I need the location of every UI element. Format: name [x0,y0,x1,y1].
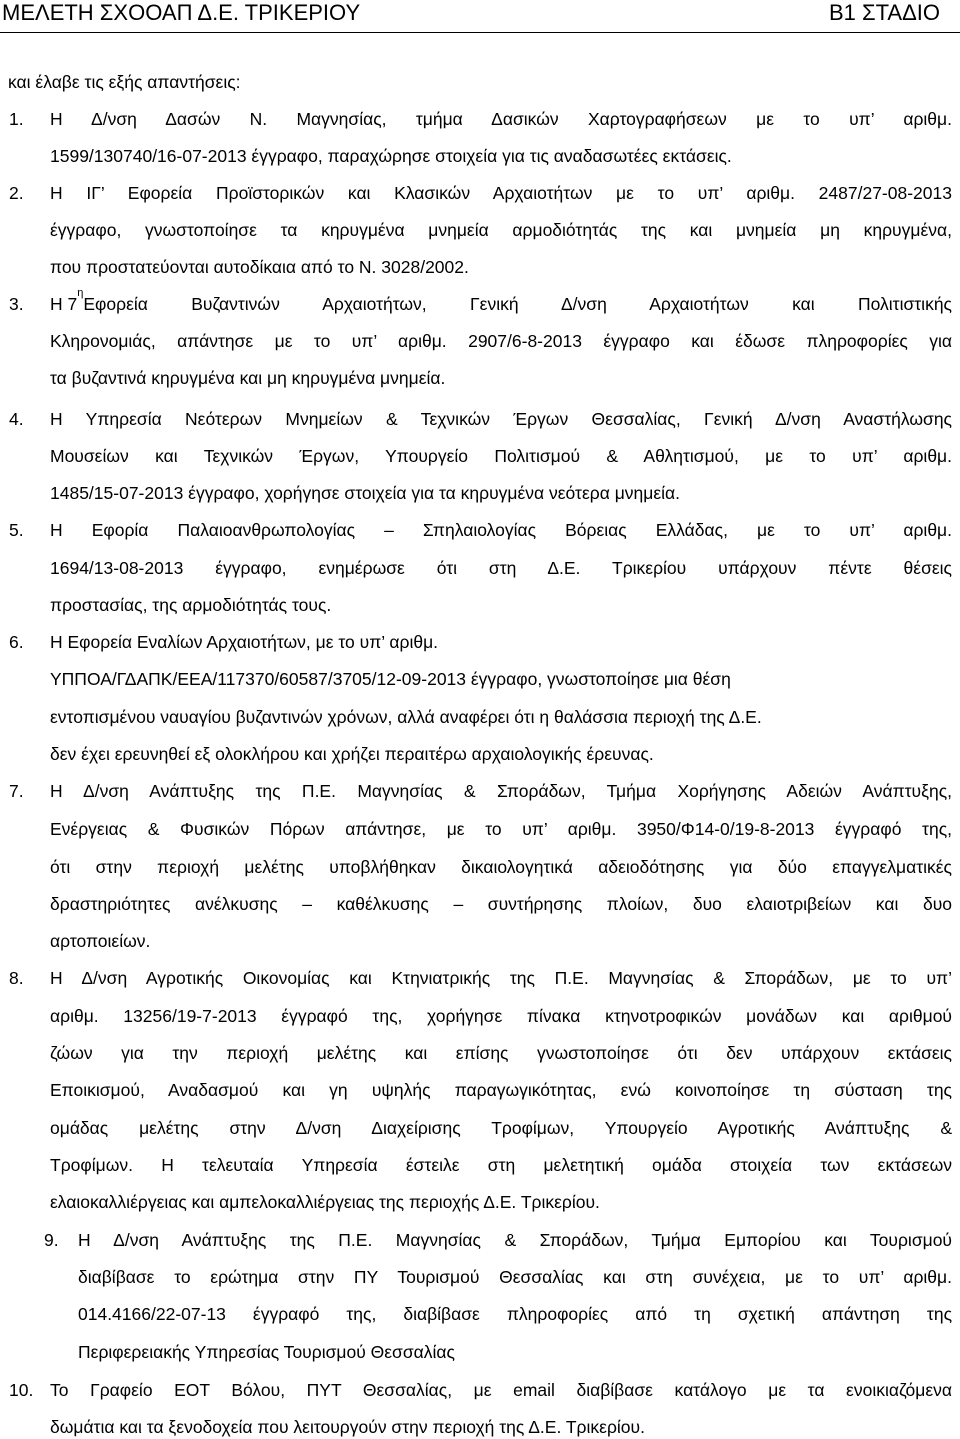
item-line: Η Δ/νση Αγροτικής Οικονομίας και Κτηνιατρικής της Π.Ε. Μαγνησίας & Σποράδων, με το υπ’ [50,968,952,988]
item-line: τα βυζαντινά κηρυγμένα και μη κηρυγμένα μνημεία. [50,368,446,388]
item-line: Τροφίμων. Η τελευταία Υπηρεσία έστειλε στη μελετητική ομάδα στοιχεία των εκτάσεων [50,1155,952,1175]
item-line: Εποικισμού, Αναδασμού και γη υψηλής παραγωγικότητας, ενώ κοινοποίησε τη σύσταση της [50,1080,952,1100]
list-item-2-line-3 [0,256,960,278]
list-item-5-line-3 [0,594,960,616]
item-line: ζώων για την περιοχή μελέτης και επίσης γνωστοποίησε ότι δεν υπάρχουν εκτάσεις [50,1043,952,1063]
ordinal-superscript: η [77,287,84,299]
list-item-10-line-2 [0,1416,960,1438]
list-item-8-line-5 [0,1117,960,1139]
list-item-8 [0,967,960,989]
list-item-8-line-2 [0,1005,960,1027]
item-line: Η Υπηρεσία Νεότερων Μνημείων & Τεχνικών Έργων Θεσσαλίας, Γενική Δ/νση Αναστήλωσης [50,409,952,429]
intro-line [0,71,960,93]
item-line: Η Εφορεία Εναλίων Αρχαιοτήτων, με το υπ’ αριθμ. [50,632,439,652]
item-line: έγγραφο, γνωστοποίησε τα κηρυγμένα μνημεία αρμοδιότητάς της και μνημεία μη κηρυγμένα, [50,220,952,240]
list-item-3 [0,287,960,315]
item-line: που προστατεύονται αυτοδίκαια από το Ν. 3028/2002. [50,257,469,277]
item-number: 2. [9,183,24,203]
list-item-9-line-3 [0,1303,960,1325]
item-line: Η Δ/νση Δασών Ν. Μαγνησίας, τμήμα Δασικών Χαρτογραφήσεων με το υπ’ αριθμ. [50,109,952,129]
page-header [0,0,960,33]
list-item-6-line-3 [0,706,960,728]
list-item-9-line-4 [0,1341,960,1363]
item-line: 014.4166/22-07-13 έγγραφό της, διαβίβασε πληροφορίες από τη σχετική απάντηση της [78,1304,952,1324]
item-line: ελαιοκαλλιέργειας και αμπελοκαλλιέργειας της περιοχής Δ.Ε. Τρικερίου. [50,1192,600,1212]
list-item-4-line-3 [0,482,960,504]
list-item-8-line-3 [0,1042,960,1064]
item-line: διαβίβασε το ερώτημα στην ΠΥ Τουρισμού Θεσσαλίας και στη συνέχεια, με το υπ’ αριθμ. [78,1267,952,1287]
item-line: Κληρονομιάς, απάντησε με το υπ’ αριθμ. 2907/6-8-2013 έγγραφο και έδωσε πληροφορίες για [50,331,952,351]
list-item-9-line-2 [0,1266,960,1288]
list-item-6-line-2 [0,668,960,690]
item-number: 9. [44,1230,59,1250]
item-number: 5. [9,520,24,540]
header-stage: Β1 ΣΤΑΔΙΟ [828,0,940,25]
list-item-7-line-5 [0,930,960,952]
item-line: ότι στην περιοχή μελέτης υποβλήθηκαν δικαιολογητικά αδειοδότησης για δύο επαγγελματικές [50,857,952,877]
list-item-4-line-2 [0,445,960,467]
list-item-5 [0,519,960,541]
list-item-5-line-2 [0,557,960,579]
header-title: ΜΕΛΕΤΗ ΣΧΟΟΑΠ Δ.Ε. ΤΡΙΚΕΡΙΟΥ [2,0,361,25]
list-item-8-line-4 [0,1079,960,1101]
list-item-3-line-3 [0,367,960,389]
item-number: 6. [9,632,24,652]
list-item-1-line-2 [0,145,960,167]
item-line: Το Γραφείο ΕΟΤ Βόλου, ΠΥΤ Θεσσαλίας, με email διαβίβασε κατάλογο με τα ενοικιαζόμενα [50,1380,952,1400]
item-line: Η ΙΓ’ Εφορεία Προϊστορικών και Κλασικών Αρχαιοτήτων με το υπ’ αριθμ. 2487/27-08-2013 [50,183,952,203]
list-item-2-line-2 [0,219,960,241]
list-item-7-line-4 [0,893,960,915]
item-line: ΥΠΠΟΑ/ΓΔΑΠΚ/ΕΕΑ/117370/60587/3705/12-09-2013 έγγραφο, γνωστοποίησε μια θέση [50,669,731,689]
list-item-7-line-3 [0,856,960,878]
item-line: Η Δ/νση Ανάπτυξης της Π.Ε. Μαγνησίας & Σποράδων, Τμήμα Εμπορίου και Τουρισμού [78,1230,952,1250]
item-line: ομάδας μελέτης στην Δ/νση Διαχείρισης Τροφίμων, Υπουργείο Αγροτικής Ανάπτυξης & [50,1118,952,1138]
item-line: 1694/13-08-2013 έγγραφο, ενημέρωσε ότι στη Δ.Ε. Τρικερίου υπάρχουν πέντε θέσεις [50,558,952,578]
list-item-6 [0,631,960,653]
list-item-1 [0,108,960,130]
item-line: Η Δ/νση Ανάπτυξης της Π.Ε. Μαγνησίας & Σποράδων, Τμήμα Χορήγησης Αδειών Ανάπτυξης, [50,781,952,801]
list-item-8-line-6 [0,1154,960,1176]
item-line: Περιφερειακής Υπηρεσίας Τουρισμού Θεσσαλίας [78,1342,455,1362]
item-line: αριθμ. 13256/19-7-2013 έγγραφό της, χορήγησε πίνακα κτηνοτροφικών μονάδων και αριθμού [50,1006,952,1026]
list-item-3-line-2 [0,330,960,352]
item-text-rest: Εφορεία Βυζαντινών Αρχαιοτήτων, Γενική Δ/νση Αρχαιοτήτων και Πολιτιστικής [83,294,952,314]
item-number: 3. [9,294,24,314]
list-item-9 [0,1229,960,1251]
item-number: 1. [9,109,24,129]
item-line: δεν έχει ερευνηθεί εξ ολοκλήρου και χρήζει περαιτέρω αρχαιολογικής έρευνας. [50,744,654,764]
item-number: 10. [9,1380,34,1400]
item-line: 1485/15-07-2013 έγγραφο, χορήγησε στοιχεία για τα κηρυγμένα νεότερα μνημεία. [50,483,681,503]
list-item-8-line-7 [0,1191,960,1213]
item-number: 8. [9,968,24,988]
item-line: Η Εφορία Παλαιοανθρωπολογίας – Σπηλαιολογίας Βόρειας Ελλάδας, με το υπ’ αριθμ. [50,520,952,540]
list-item-7-line-2 [0,818,960,840]
list-item-6-line-4 [0,743,960,765]
item-number: 7. [9,781,24,801]
item-line: αρτοποιείων. [50,931,151,951]
item-number: 4. [9,409,24,429]
item-line: δωμάτια και τα ξενοδοχεία που λειτουργούν στην περιοχή της Δ.Ε. Τρικερίου. [50,1417,645,1437]
item-line: 1599/130740/16-07-2013 έγγραφο, παραχώρησε στοιχεία για τις αναδασωτέες εκτάσεις. [50,146,732,166]
item-line: Μουσείων και Τεχνικών Έργων, Υπουργείο Πολιτισμού & Αθλητισμού, με το υπ’ αριθμ. [50,446,952,466]
list-item-4 [0,408,960,430]
list-item-7 [0,780,960,802]
item-line: Ενέργειας & Φυσικών Πόρων απάντησε, με το υπ’ αριθμ. 3950/Φ14-0/19-8-2013 έγγραφό της, [50,819,952,839]
item-line: προστασίας, της αρμοδιότητάς τους. [50,595,332,615]
list-item-10 [0,1379,960,1401]
item-text-start: Η 7 [50,294,78,314]
list-item-2 [0,182,960,204]
item-line: εντοπισμένου ναυαγίου βυζαντινών χρόνων, αλλά αναφέρει ότι η θαλάσσια περιοχή της Δ.Ε. [50,707,762,727]
item-line: δραστηριότητες ανέλκυσης – καθέλκυσης – συντήρησης πλοίων, δυο ελαιοτριβείων και δυο [50,894,952,914]
item-line [50,287,952,315]
intro-text: και έλαβε τις εξής απαντήσεις: [8,72,241,92]
